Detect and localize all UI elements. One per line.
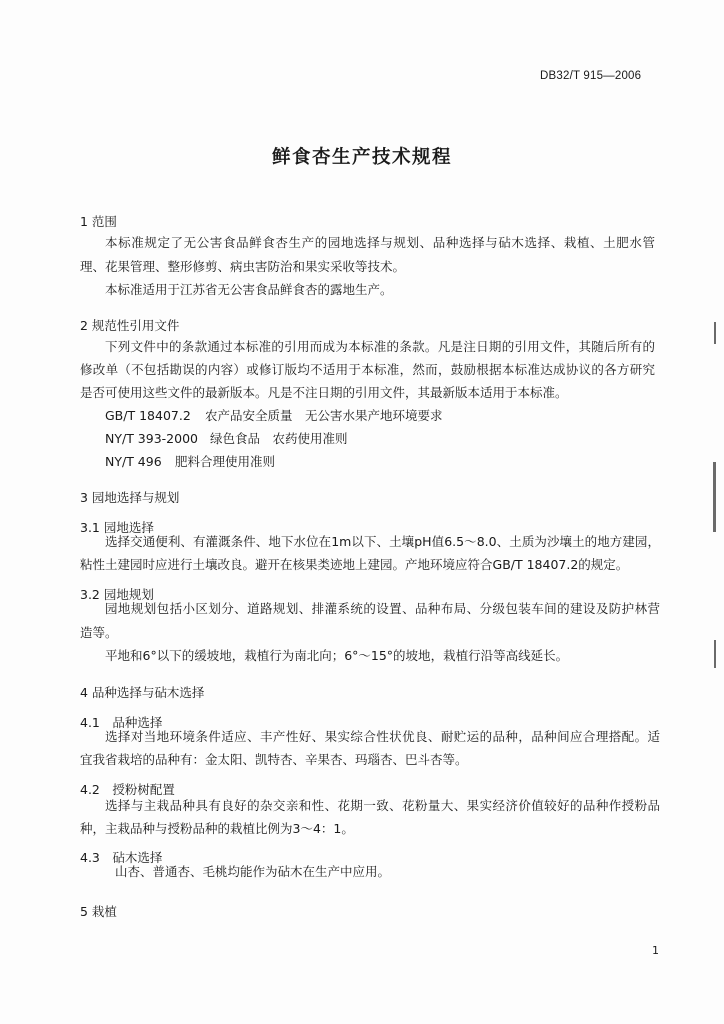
document-title: 鲜食杏生产技术规程 xyxy=(271,147,452,168)
section-2-paragraph-line: 修改单（不包括勘误的内容）或修订版均不适用于本标准，然而，鼓励根据本标准达成协议的各方研究 xyxy=(80,362,655,377)
standard-code: DB32/T 915—2006 xyxy=(540,70,642,82)
subsection-4-2-line: 选择与主栽品种具有良好的杂交亲和性、花期一致、花粉量大、果实经济价值较好的品种作授粉品 xyxy=(105,798,660,813)
section-2-paragraph-line: 下列文件中的条款通过本标准的引用而成为本标准的条款。凡是注日期的引用文件，其随后所有的 xyxy=(105,339,655,354)
subsection-3-2-line: 造等。 xyxy=(80,625,118,640)
subsection-4-3-line: 山杏、普通杏、毛桃均能作为砧木在生产中应用。 xyxy=(115,864,391,879)
subsection-4-2-heading: 4.2 授粉树配置 xyxy=(80,782,175,797)
scan-artifact xyxy=(714,322,716,344)
section-1-paragraph-line: 本标准规定了无公害食品鲜食杏生产的园地选择与规划、品种选择与砧木选择、栽植、土肥水管 xyxy=(105,235,655,250)
subsection-4-1-heading: 4.1 品种选择 xyxy=(80,715,163,730)
subsection-3-1-line: 粘性土建园时应进行土壤改良。避开在核果类迹地上建园。产地环境应符合GB/T 18407.2的规定。 xyxy=(80,557,629,572)
section-4-heading: 4 品种选择与砧木选择 xyxy=(80,685,205,700)
reference-code: NY/T 496 xyxy=(105,454,162,469)
reference-code: NY/T 393-2000 xyxy=(105,431,198,446)
page-number: 1 xyxy=(652,944,659,957)
subsection-4-2-line: 种，主栽品种与授粉品种的栽植比例为3～4：1。 xyxy=(80,821,354,836)
reference-code: GB/T 18407.2 xyxy=(105,408,191,423)
section-5-heading: 5 栽植 xyxy=(80,904,117,919)
reference-name: 肥料合理使用准则 xyxy=(175,454,276,469)
subsection-3-2-line: 园地规划包括小区划分、道路规划、排灌系统的设置、品种布局、分级包装车间的建设及防护林营 xyxy=(105,601,660,616)
section-1-paragraph-line: 理、花果管理、整形修剪、病虫害防治和果实采收等技术。 xyxy=(80,259,406,274)
section-2-paragraph-line: 是否可使用这些文件的最新版本。凡是不注日期的引用文件，其最新版本适用于本标准。 xyxy=(80,385,568,400)
reference-name: 绿色食品 农药使用准则 xyxy=(210,431,348,446)
subsection-4-3-heading: 4.3 砧木选择 xyxy=(80,850,163,865)
subsection-4-1-line: 宜我省栽培的品种有：金太阳、凯特杏、辛果杏、玛瑙杏、巴斗杏等。 xyxy=(80,752,468,767)
section-1-heading: 1 范围 xyxy=(80,214,117,229)
scan-artifact xyxy=(713,462,716,532)
reference-name: 农产品安全质量 无公害水果产地环境要求 xyxy=(205,408,443,423)
subsection-3-2-heading: 3.2 园地规划 xyxy=(80,587,154,602)
scan-artifact xyxy=(714,640,716,668)
subsection-3-2-line: 平地和6°以下的缓坡地，栽植行为南北向；6°～15°的坡地，栽植行沿等高线延长。 xyxy=(105,648,569,663)
section-1-paragraph: 本标准适用于江苏省无公害食品鲜食杏的露地生产。 xyxy=(105,282,393,297)
subsection-3-1-line: 选择交通便利、有灌溉条件、地下水位在1m以下、土壤pH值6.5～8.0、土质为沙壤土的地方建园， xyxy=(105,534,660,549)
subsection-4-1-line: 选择对当地环境条件适应、丰产性好、果实综合性状优良、耐贮运的品种，品种间应合理搭配。适 xyxy=(105,729,660,744)
section-2-heading: 2 规范性引用文件 xyxy=(80,318,180,333)
section-3-heading: 3 园地选择与规划 xyxy=(80,490,180,505)
subsection-3-1-heading: 3.1 园地选择 xyxy=(80,520,154,535)
